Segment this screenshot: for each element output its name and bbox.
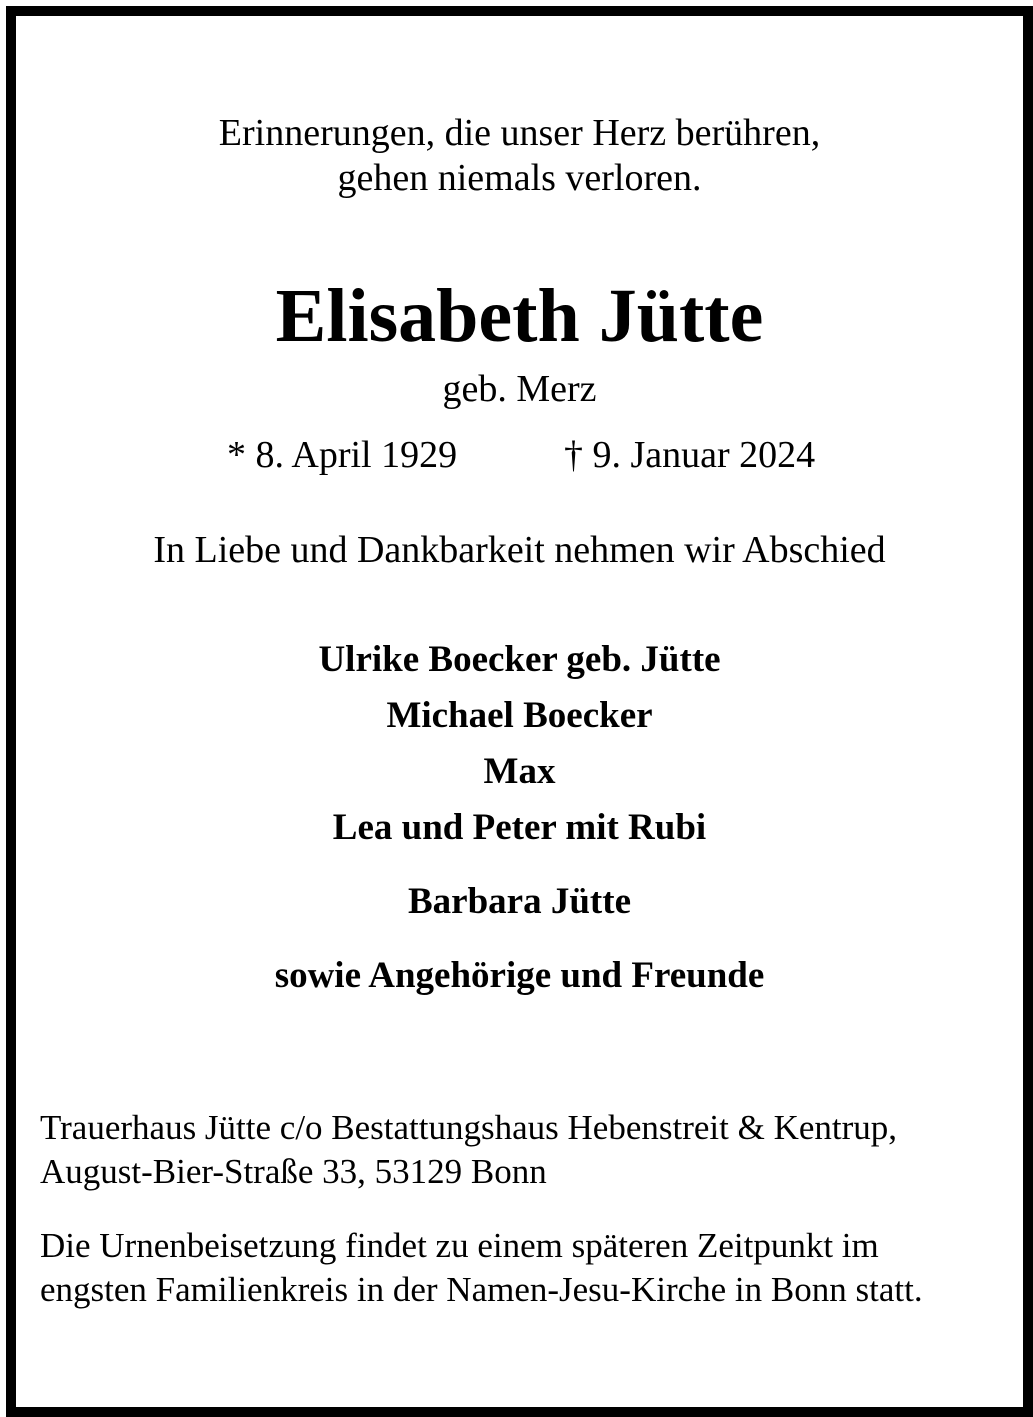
burial-note-line-2: engsten Familienkreis in der Namen-Jesu-Kirche in Bonn statt. [40, 1270, 923, 1309]
mourner-name: Barbara Jütte [408, 881, 631, 922]
deceased-name: Elisabeth Jütte [275, 274, 764, 358]
farewell-text: In Liebe und Dankbarkeit nehmen wir Abschied [153, 529, 886, 571]
life-dates [16, 436, 1023, 476]
burial-note-line-1: Die Urnenbeisetzung findet zu einem späteren Zeitpunkt im [40, 1226, 879, 1265]
mourner-name: Lea und Peter mit Rubi [332, 807, 707, 848]
obituary-notice [6, 6, 1033, 1417]
mourner-name: Ulrike Boecker geb. Jütte [318, 639, 721, 680]
motto-line-2: gehen niemals verloren. [337, 157, 702, 199]
mourners-closing: sowie Angehörige und Freunde [274, 955, 765, 996]
address-line-1: Trauerhaus Jütte c/o Bestattungshaus Hebenstreit & Kentrup, [40, 1108, 898, 1147]
motto-line-1: Erinnerungen, die unser Herz berühren, [218, 112, 821, 154]
birth-name: geb. Merz [442, 368, 597, 410]
mourner-name: Max [483, 751, 556, 792]
address-line-2: August-Bier-Straße 33, 53129 Bonn [40, 1152, 547, 1191]
birth-date: * 8. April 1929 [227, 434, 458, 476]
mourner-name: Michael Boecker [386, 695, 653, 736]
death-date: † 9. Januar 2024 [564, 434, 816, 476]
